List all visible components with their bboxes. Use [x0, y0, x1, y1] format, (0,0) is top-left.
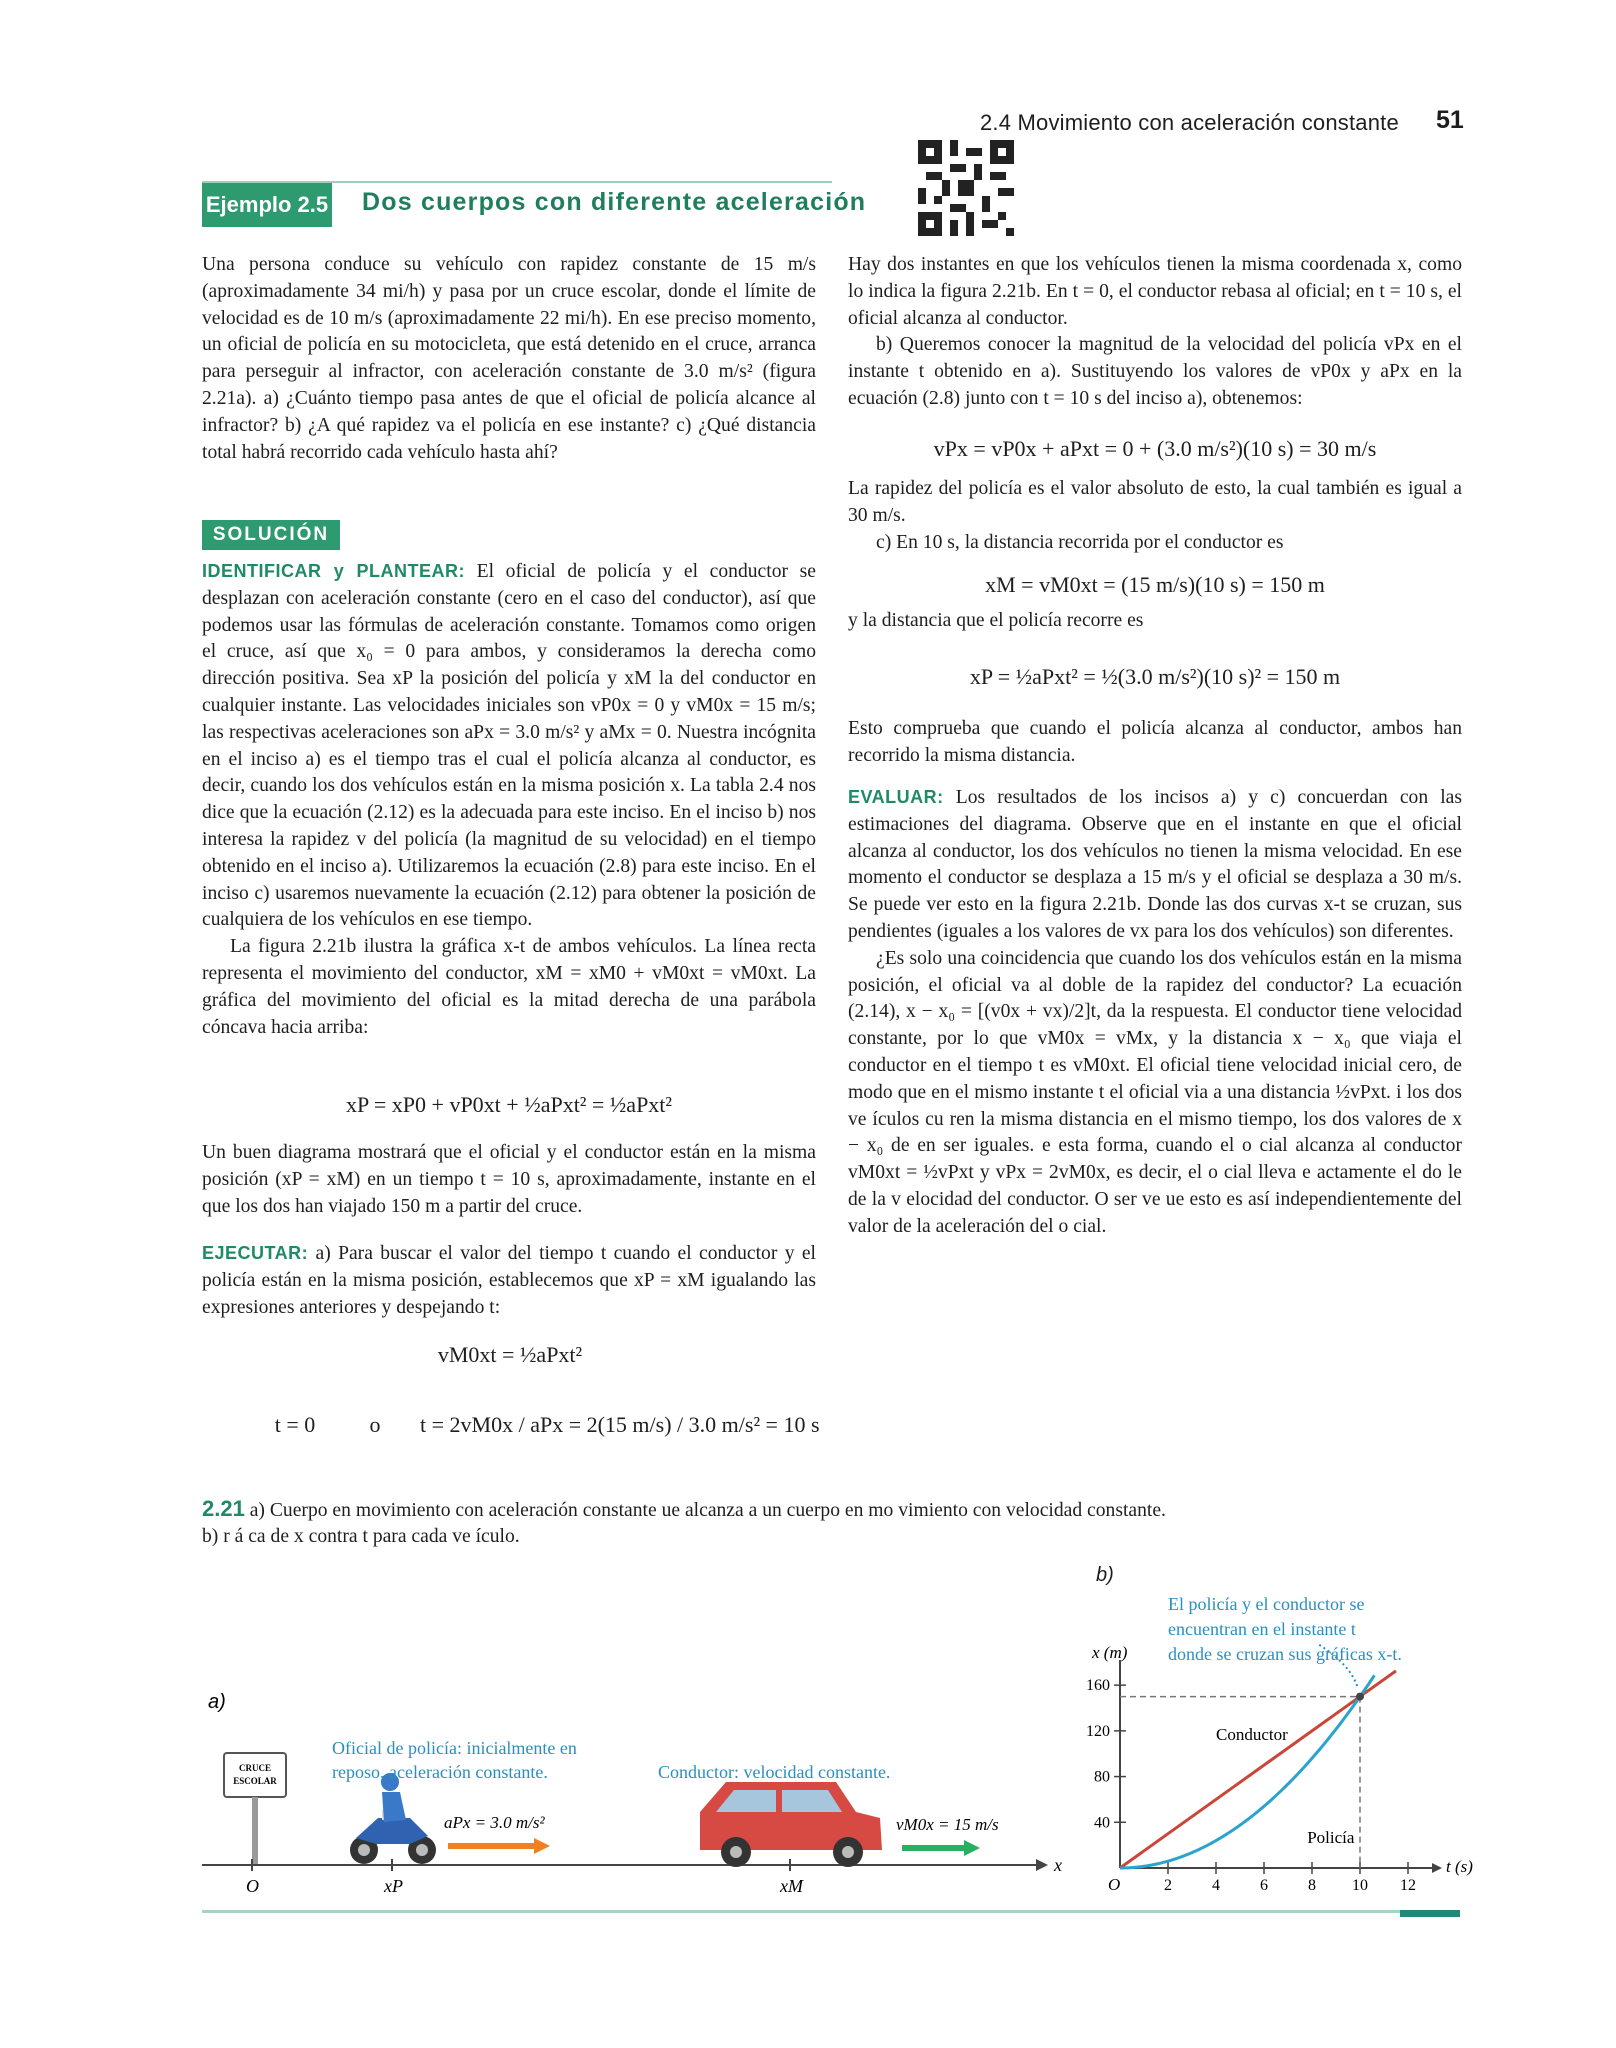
- origin-label: O: [246, 1876, 259, 1896]
- x-axis-title: t (s): [1446, 1857, 1473, 1876]
- velocity-arrow-head-icon: [964, 1840, 980, 1856]
- right-p6: Esto comprueba que cuando el policía alcanza al conductor, ambos han recorrido la misma distancia.: [848, 718, 1462, 766]
- diagram-paragraph: Un buen diagrama mostrará que el oficial y el conductor están en la misma posición (xP = xM) en un tiempo t = 10 s, aproximadamente, instante en el que los dos han viajado 150 m a partir del cruce.: [202, 1142, 816, 1217]
- qr-code-icon[interactable]: [918, 140, 1014, 236]
- x-tick-label: 8: [1308, 1877, 1316, 1894]
- figure-number: 2.21: [202, 1496, 245, 1521]
- school-sign-icon: [224, 1753, 286, 1797]
- xp-label: xP: [384, 1876, 403, 1896]
- police-caption-line-2: reposo, aceleración constante.: [332, 1762, 548, 1782]
- y-tick-label: 120: [1086, 1722, 1110, 1740]
- vm0x-label: vM0x = 15 m/s: [896, 1815, 999, 1834]
- police-caption-line-1: Oficial de policía: inicialmente en: [332, 1738, 577, 1758]
- y-tick-label: 160: [1086, 1677, 1110, 1695]
- bottom-rule: [202, 1910, 1460, 1913]
- left-column: [202, 252, 816, 466]
- y-axis-title: x (m): [1092, 1643, 1128, 1662]
- right-p5: y la distancia que el policía recorre es: [848, 610, 1144, 631]
- xm-label: xM: [780, 1876, 803, 1896]
- figure-a-illustration: [196, 1560, 1076, 1900]
- right-column-2: [848, 476, 1462, 556]
- x-axis-arrow-icon: [1432, 1863, 1442, 1873]
- sign-line-2: ESCOLAR: [233, 1776, 277, 1786]
- equation-xp: xP = xP0 + vP0xt + ½aPxt² = ½aPxt²: [345, 1092, 673, 1117]
- right-p4: c) En 10 s, la distancia recorrida por el conductor es: [876, 531, 1284, 553]
- graph-note-line-2: encuentran en el instante t: [1168, 1619, 1356, 1639]
- evaluate-text: Los resultados de los incisos a) y c) concuerdan con las estimaciones del diagrama. Observe que en el instante en que el oficial alcanza al conductor, los dos vehículos no tienen la misma velocidad. En ese momento el conductor se desplaza a 15 m/s y el oficial se desplaza a 30 m/s. Se puede ver esto en la figura 2.21b. Donde las dos curvas x-t se cruzan, sus pendientes (iguales a los valores de vx para los dos vehículos) son diferentes.: [848, 787, 1462, 942]
- right-p7: ¿Es solo una coincidencia que cuando los dos vehículos están en la misma posición, el oficial va al doble de la rapidez del conductor? La ecuación (2.14), x − x₀ = [(v0x + vx)/2]t, da la respuesta. El conductor tiene velocidad constante, por lo que vM0x = vMx, y la distancia x − x₀ que viaja el conductor en el tiempo t es vM0xt. El oficial tiene velocidad inicial cero, de modo que en el mismo instante t el oficial via a una distancia ½vPxt. i los dos ve ículos cu ren la misma distancia en el mismo tiempo, los dos valores de x − x₀ de en ser iguales. e esta forma, cuando el o cial alcanza al conductor vM0xt = ½vPxt y vPx = 2vM0x, es decir, el o cial lleva e actamente el do le de la v elocidad del conductor. O ser ve ue esto es así independientemente del valor de la aceleración del o cial.: [848, 947, 1462, 1237]
- x-tick-label: 12: [1400, 1877, 1416, 1894]
- sign-line-1: CRUCE: [238, 1763, 272, 1773]
- right-column-3: [848, 608, 1462, 635]
- example-title: Dos cuerpos con diferente aceleración: [362, 188, 867, 216]
- execute-column: [202, 1240, 816, 1321]
- panel-b-label: b): [1096, 1564, 1114, 1586]
- execute-text: a) Para buscar el valor del tiempo t cuando el conductor y el policía están en la misma posición, establecemos que xP = xM igualando las expresiones anteriores y despejando t:: [202, 1243, 816, 1318]
- sign-post: [252, 1797, 258, 1865]
- figure-caption: [202, 1496, 1460, 1550]
- equation-or: o: [369, 1412, 381, 1437]
- evaluate-label: EVALUAR:: [848, 787, 944, 807]
- conductor-line-label: Conductor: [1216, 1725, 1288, 1744]
- right-p3: La rapidez del policía es el valor absoluto de esto, la cual también es igual a 30 m/s.: [848, 478, 1462, 526]
- police-curve-label: Policía: [1307, 1827, 1355, 1847]
- right-p2: b) Queremos conocer la magnitud de la velocidad del policía vPx en el instante t obtenido en a). Sustituyendo los valores de vP0x y aPx en la ecuación (2.8) junto con t = 10 s del inciso a), obtenemos:: [848, 334, 1462, 409]
- graph-note-line-3: donde se cruzan sus gráficas x-t.: [1168, 1644, 1402, 1664]
- solution-label: SOLUCIÓN: [202, 520, 340, 550]
- x-axis-arrow-icon: [1036, 1859, 1048, 1871]
- execute-paragraph: [202, 1240, 816, 1321]
- evaluate-paragraph: [848, 784, 1462, 946]
- equation-xm: xM = vM0xt = (15 m/s)(10 s) = 150 m: [985, 572, 1325, 597]
- x-tick-label: 10: [1352, 1877, 1368, 1894]
- example-label: Ejemplo 2.5: [202, 183, 332, 227]
- panel-a-label: a): [208, 1691, 226, 1713]
- graph-note-line-1: El policía y el conductor se: [1168, 1594, 1365, 1614]
- x-axis-label: x: [1054, 1855, 1062, 1875]
- execute-label: EJECUTAR:: [202, 1243, 309, 1263]
- x-tick-label: 4: [1212, 1877, 1220, 1894]
- identify-label: IDENTIFICAR y PLANTEAR:: [202, 561, 465, 581]
- equation-vpx: vPx = vP0x + aPxt = 0 + (3.0 m/s²)(10 s) = 30 m/s: [933, 436, 1377, 461]
- equation-equal: vM0xt = ½aPxt²: [437, 1342, 583, 1367]
- acceleration-arrow-head-icon: [534, 1838, 550, 1854]
- motorcycle-icon: [350, 1773, 436, 1864]
- x-tick-label: 2: [1164, 1877, 1172, 1894]
- intersection-point: [1356, 1693, 1364, 1701]
- graph-origin-label: O: [1108, 1875, 1121, 1894]
- section-header: 2.4 Movimiento con aceleración constante: [980, 110, 1399, 135]
- x-tick-label: 6: [1260, 1877, 1268, 1894]
- figure-paragraph: La figura 2.21b ilustra la gráfica x-t de ambos vehículos. La línea recta representa el movimiento del conductor, xM = xM0 + vM0xt = vM0xt. La gráfica del movimiento del oficial es la mitad derecha de una parábola cóncava hacia arriba:: [202, 936, 816, 1038]
- problem-statement: Una persona conduce su vehículo con rapidez constante de 15 m/s (aproximadamente 34 mi/h) y pasa por un cruce escolar, donde el límite de velocidad es de 10 m/s (aproximadamente 22 mi/h). En ese preciso momento, un oficial de policía en su motocicleta, que está detenido en el cruce, arranca para perseguir al infractor, con aceleración constante de 3.0 m/s² (figura 2.21a). a) ¿Cuánto tiempo pasa antes de que el oficial de policía alcance al infractor? b) ¿A qué rapidez va el policía en ese instante? c) ¿Qué distancia total habrá recorrido cada vehículo hasta ahí?: [202, 254, 816, 463]
- note-pointer-icon: [1319, 1645, 1357, 1688]
- diagram-column: [202, 1140, 816, 1220]
- y-tick-label: 80: [1094, 1768, 1110, 1786]
- equation-t-ten: t = 2vM0x / aPx = 2(15 m/s) / 3.0 m/s² = 10 s: [420, 1412, 820, 1437]
- right-column-4: [848, 716, 1462, 770]
- figure-caption-a: a) Cuerpo en movimiento con aceleración constante ue alcanza a un cuerpo en mo vimiento con velocidad constante.: [249, 1500, 1166, 1521]
- xt-graph: [1086, 1643, 1473, 1900]
- right-column: [848, 252, 1462, 413]
- page-number: 51: [1436, 106, 1464, 134]
- evaluate-column: [848, 784, 1462, 1241]
- identify-paragraph: [202, 558, 816, 934]
- equation-t-zero: t = 0: [274, 1412, 316, 1437]
- equation-xp-final: xP = ½aPxt² = ½(3.0 m/s²)(10 s)² = 150 m: [969, 664, 1341, 689]
- y-tick-label: 40: [1094, 1814, 1110, 1832]
- right-p1: Hay dos instantes en que los vehículos tienen la misma coordenada x, como lo indica la figura 2.21b. En t = 0, el conductor rebasa al oficial; en t = 10 s, el oficial alcanza al conductor.: [848, 254, 1462, 329]
- figure-caption-b: b) r á ca de x contra t para cada ve ículo.: [202, 1526, 520, 1547]
- bottom-accent-bar: [1400, 1910, 1460, 1917]
- identify-text: El oficial de policía y el conductor se desplazan con aceleración constante (cero en el caso del conductor), así que podemos usar las fórmulas de aceleración constante. Tomamos como origen el cruce, así que x₀ = 0 para ambos, y consideramos la derecha como dirección positiva. Sea xP la posición del policía y xM la del conductor en cualquier instante. Las velocidades iniciales son vP0x = 0 y vM0x = 15 m/s; las respectivas aceleraciones son aPx = 3.0 m/s² y aMx = 0. Nuestra incógnita en el inciso a) es el tiempo tras el cual el policía alcanza al conductor, es decir, cuando los dos vehículos están en la misma posición x. La tabla 2.4 nos dice que la ecuación (2.12) es la adecuada para este inciso. En el inciso b) nos interesa la rapidez v del policía (la magnitud de su velocidad) en el tiempo obtenido en el inciso a). Utilizaremos la ecuación (2.8) para este inciso. En el inciso c) usaremos nuevamente la ecuación (2.12) para obtener la posición de cualquiera de los vehículos en ese tiempo.: [202, 561, 816, 931]
- apx-label: aPx = 3.0 m/s²: [444, 1813, 545, 1832]
- conductor-line: [1120, 1671, 1396, 1868]
- car-icon: [700, 1782, 882, 1867]
- driver-caption: Conductor: velocidad constante.: [658, 1762, 891, 1782]
- solution-column: [202, 558, 816, 1041]
